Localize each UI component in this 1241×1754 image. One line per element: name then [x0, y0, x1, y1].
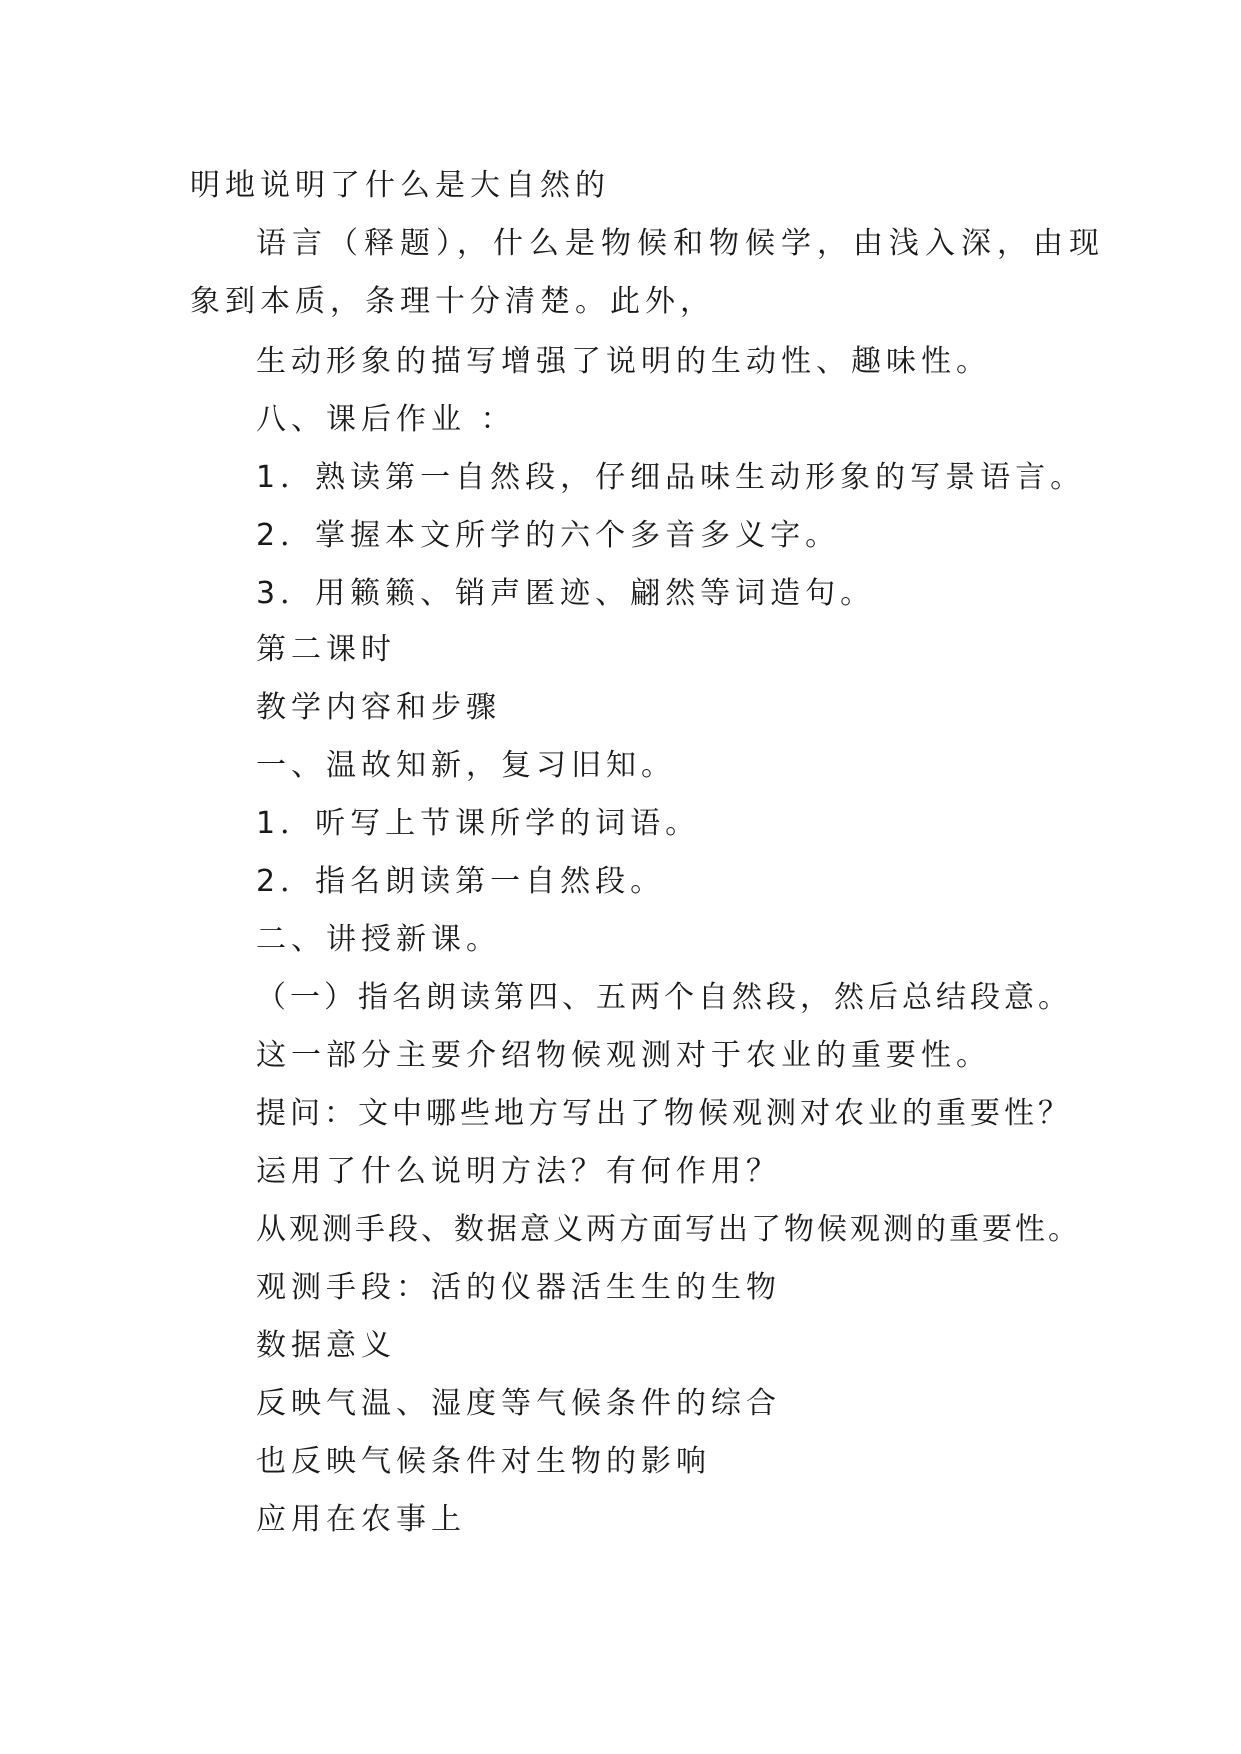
- homework-item-2: 2．掌握本文所学的六个多音多义字。: [256, 518, 841, 553]
- data-significance-label: 数据意义: [256, 1328, 396, 1363]
- review-item-1: 1．听写上节课所学的词语。: [256, 806, 701, 841]
- text-line-explanation-1: 语言（释题），什么是物候和物候学，由浅入深，由现: [256, 226, 1105, 261]
- text-line-intro-end: 明地说明了什么是大自然的: [190, 168, 610, 203]
- question-line-1: 提问：文中哪些地方写出了物候观测对农业的重要性？: [256, 1096, 1072, 1131]
- lesson-heading-second-period: 第二课时: [256, 632, 396, 667]
- new-lesson-step-1: （一）指名朗读第四、五两个自然段，然后总结段意。: [256, 980, 1072, 1015]
- data-significance-item-3: 应用在农事上: [256, 1502, 466, 1537]
- data-significance-item-1: 反映气温、湿度等气候条件的综合: [256, 1386, 781, 1421]
- text-line-explanation-3: 生动形象的描写增强了说明的生动性、趣味性。: [256, 344, 991, 379]
- section-heading-new-lesson: 二、讲授新课。: [256, 922, 501, 957]
- section-heading-homework: 八、课后作业 ：: [256, 402, 516, 437]
- section-heading-review: 一、温故知新，复习旧知。: [256, 748, 676, 783]
- subheading-content-steps: 教学内容和步骤: [256, 690, 501, 725]
- observation-means-line: 观测手段：活的仪器活生生的生物: [256, 1270, 781, 1305]
- homework-item-1: 1．熟读第一自然段，仔细品味生动形象的写景语言。: [256, 460, 1086, 495]
- answer-line: 从观测手段、数据意义两方面写出了物候观测的重要性。: [256, 1212, 1081, 1247]
- data-significance-item-2: 也反映气候条件对生物的影响: [256, 1444, 711, 1479]
- homework-item-3: 3．用籁籁、销声匿迹、翩然等词造句。: [256, 576, 876, 611]
- text-line-explanation-2: 象到本质，条理十分清楚。此外，: [190, 284, 715, 319]
- review-item-2: 2．指名朗读第一自然段。: [256, 864, 666, 899]
- question-line-2: 运用了什么说明方法？有何作用？: [256, 1154, 781, 1189]
- paragraph-summary: 这一部分主要介绍物候观测对于农业的重要性。: [256, 1038, 991, 1073]
